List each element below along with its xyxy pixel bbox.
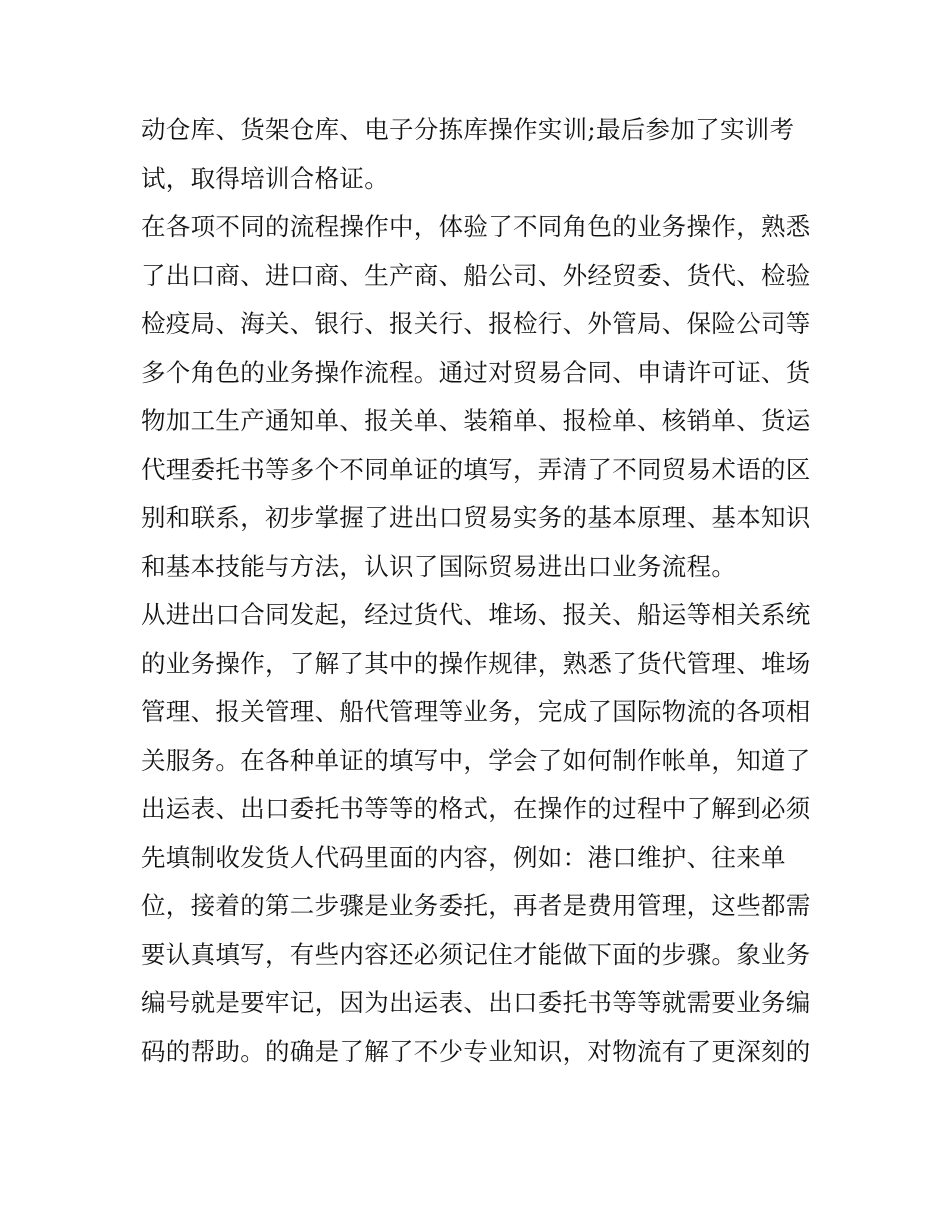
text-line-6: 多个角色的业务操作流程。通过对贸易合同、申请许可证、货 bbox=[141, 357, 811, 387]
text-line-16: 先填制收发货人代码里面的内容，例如：港口维护、往来单 bbox=[141, 842, 786, 872]
text-line-2: 试，取得培训合格证。 bbox=[141, 163, 389, 193]
document-body bbox=[141, 106, 821, 1076]
text-line-18: 要认真填写，有些内容还必须记住才能做下面的步骤。象业务 bbox=[141, 939, 811, 969]
text-line-11: 从进出口合同发起，经过货代、堆场、报关、船运等相关系统 bbox=[141, 600, 811, 629]
text-line-20: 码的帮助。的确是了解了不少专业知识，对物流有了更深刻的 bbox=[141, 1036, 811, 1066]
text-line-12: 的业务操作，了解了其中的操作规律，熟悉了货代管理、堆场 bbox=[141, 648, 811, 678]
text-line-14: 关服务。在各种单证的填写中，学会了如何制作帐单，知道了 bbox=[141, 745, 811, 775]
text-line-19: 编号就是要牢记，因为出运表、出口委托书等等就需要业务编 bbox=[141, 988, 811, 1017]
text-line-10: 和基本技能与方法，认识了国际贸易进出口业务流程。 bbox=[141, 551, 737, 581]
text-line-7: 物加工生产通知单、报关单、装箱单、报检单、核销单、货运 bbox=[141, 406, 811, 435]
text-line-13: 管理、报关管理、船代管理等业务，完成了国际物流的各项相 bbox=[141, 697, 811, 726]
text-line-4: 了出口商、进口商、生产商、船公司、外经贸委、货代、检验 bbox=[141, 260, 811, 290]
text-line-1: 动仓库、货架仓库、电子分拣库操作实训;最后参加了实训考 bbox=[141, 115, 795, 144]
text-line-8: 代理委托书等多个不同单证的填写，弄清了不同贸易术语的区 bbox=[141, 454, 811, 484]
text-line-5: 检疫局、海关、银行、报关行、报检行、外管局、保险公司等 bbox=[141, 309, 811, 338]
text-line-17: 位，接着的第二步骤是业务委托，再者是费用管理，这些都需 bbox=[141, 891, 811, 920]
text-line-3: 在各项不同的流程操作中，体验了不同角色的业务操作，熟悉 bbox=[141, 212, 811, 241]
text-line-15: 出运表、出口委托书等等的格式，在操作的过程中了解到必须 bbox=[141, 794, 811, 823]
text-line-9: 别和联系，初步掌握了进出口贸易实务的基本原理、基本知识 bbox=[141, 503, 811, 532]
